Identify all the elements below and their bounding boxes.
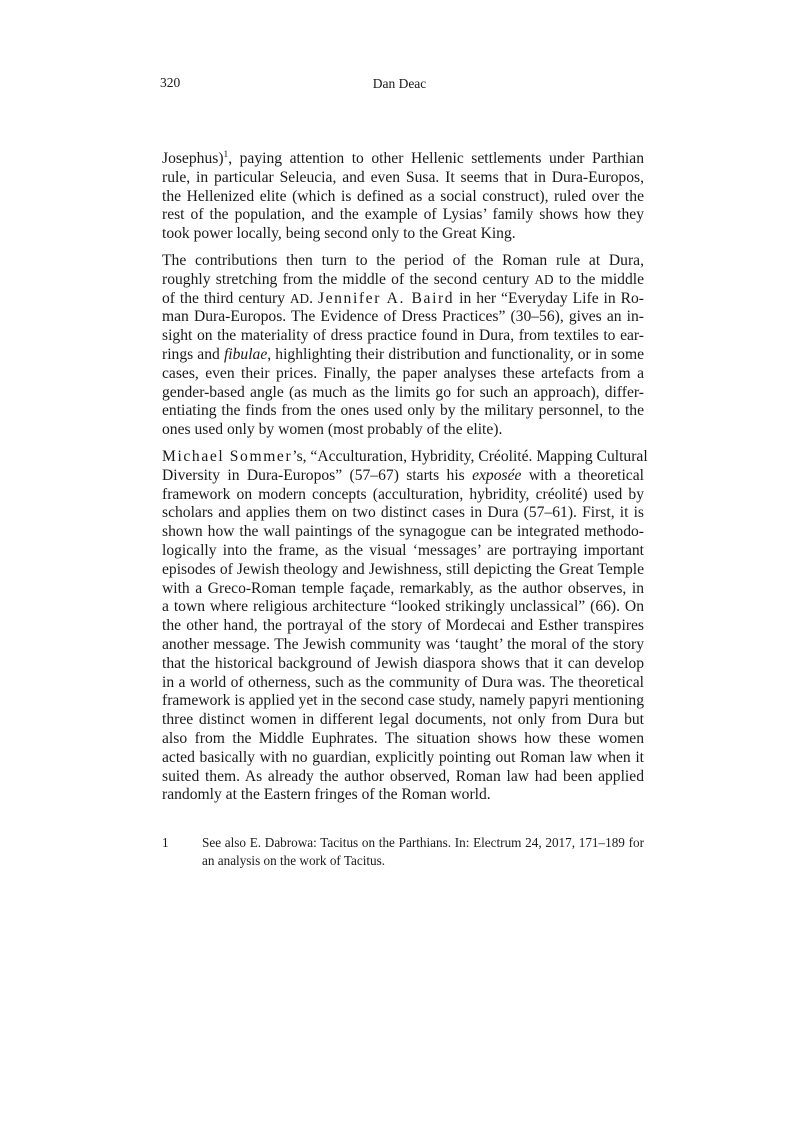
- text-run: rings and: [162, 345, 224, 363]
- text-line: [162, 308, 644, 327]
- text-line: [162, 749, 644, 768]
- text-line: [162, 692, 644, 711]
- text-run: , paying attention to other Hellenic settlements under Parthian: [228, 150, 644, 167]
- text-line: [162, 655, 644, 674]
- text-line: [162, 580, 644, 599]
- text-line: [162, 150, 644, 169]
- text-run: AD: [289, 290, 310, 306]
- text-line: [162, 730, 644, 749]
- paragraph: [162, 447, 648, 805]
- text-run: gender-based angle (as much as the limits go for such an approach), differ-: [162, 383, 644, 401]
- text-line: [162, 188, 644, 207]
- text-line: [162, 598, 644, 617]
- page-number: 320: [160, 75, 181, 90]
- text-run: ’s, “Acculturation, Hybridity, Créolité. Mapping Cultural: [292, 447, 648, 465]
- footnote: [162, 834, 644, 870]
- text-run: in her “Everyday Life in Ro-: [454, 289, 644, 307]
- text-run: rule, in particular Seleucia, and even Susa. It seems that in Dura-Europos,: [162, 168, 644, 186]
- text-run: of the third century: [162, 289, 290, 307]
- footnote-line: an analysis on the work of Tacitus.: [202, 853, 386, 868]
- text-run: rest of the population, and the example of Lysias’ family shows how they: [162, 206, 644, 224]
- text-run: framework is applied yet in the second case study, namely papyri mentioning: [162, 692, 644, 710]
- text-line: [162, 290, 644, 309]
- footnote-number: 1: [162, 835, 169, 850]
- text-run: episodes of Jewish theology and Jewishness, still depicting the Great Temple: [162, 560, 644, 578]
- body-text: [162, 149, 648, 813]
- footnote-ref: 1: [223, 149, 229, 160]
- text-line: [162, 486, 644, 505]
- text-run: randomly at the Eastern fringes of the Roman world.: [162, 786, 491, 804]
- text-run: ones used only by women (most probably of the elite).: [162, 421, 503, 439]
- text-line: [162, 252, 644, 271]
- text-run: logically into the frame, as the visual ‘messages’ are portraying important: [162, 541, 644, 559]
- text-line: [162, 402, 644, 421]
- text-line: [162, 617, 644, 636]
- paragraph: [162, 252, 644, 440]
- text-run: shown how the wall paintings of the synagogue can be integrated methodo-: [162, 523, 644, 541]
- running-head: Dan Deac: [372, 76, 427, 91]
- text-line: [162, 206, 644, 225]
- text-run: sight on the materiality of dress practice found in Dura, from textiles to ear-: [162, 327, 644, 345]
- text-run: framework on modern concepts (acculturation, hybridity, créolité) used by: [162, 485, 644, 503]
- text-line: [162, 636, 644, 655]
- text-line: [162, 542, 644, 561]
- text-line: [162, 169, 644, 188]
- text-run: Michael Sommer: [162, 447, 293, 465]
- text-run: to the middle: [553, 270, 644, 288]
- text-run: suited them. As already the author observed, Roman law had been applied: [162, 767, 644, 785]
- text-run: scholars and applies them on two distinct cases in Dura (57–61). First, it is: [162, 504, 644, 522]
- text-run: Diversity in Dura-Europos” (57–67) starts his: [162, 466, 473, 484]
- text-run: entiating the finds from the ones used only by the military personnel, to the: [162, 402, 644, 420]
- text-line: [162, 421, 644, 440]
- text-line: [162, 504, 644, 523]
- text-run: roughly stretching from the middle of the second century: [162, 270, 535, 288]
- text-run: exposée: [472, 466, 522, 484]
- text-line: [162, 365, 644, 384]
- text-run: with a Greco-Roman temple façade, remarkably, as the author observes, in: [162, 579, 644, 597]
- text-run: three distinct women in different legal documents, not only from Dura but: [162, 711, 644, 729]
- text-run: the Hellenized elite (which is defined as a social construct), ruled over the: [162, 187, 644, 205]
- text-line: [162, 523, 644, 542]
- paragraph: [162, 150, 644, 244]
- text-run: cases, even their prices. Finally, the paper analyses these artefacts from a: [162, 364, 644, 382]
- text-line: [162, 225, 644, 244]
- text-run: the other hand, the portrayal of the story of Mordecai and Esther transpires: [162, 617, 644, 635]
- text-line: [162, 346, 644, 365]
- text-run: man Dura-Europos. The Evidence of Dress Practices” (30–56), gives an in-: [162, 308, 644, 326]
- text-run: Josephus): [162, 150, 224, 167]
- text-run: also from the Middle Euphrates. The situation shows how these women: [162, 729, 644, 747]
- text-run: , highlighting their distribution and functionality, or in some: [267, 345, 644, 363]
- text-line: [162, 561, 644, 580]
- text-run: AD: [534, 271, 554, 287]
- text-line: [162, 786, 644, 805]
- text-run: with a theoretical: [521, 466, 644, 484]
- text-line: [162, 327, 644, 346]
- text-line: [162, 447, 648, 467]
- text-line: [162, 711, 644, 730]
- text-run: fibulae: [223, 345, 268, 363]
- text-run: The contributions then turn to the period of the Roman rule at Dura,: [162, 251, 644, 269]
- text-run: acted basically with no guardian, explicitly pointing out Roman law when it: [162, 748, 644, 766]
- text-run: Jennifer A. Baird: [317, 289, 455, 307]
- text-run: another message. The Jewish community was ‘taught’ the moral of the story: [162, 635, 644, 653]
- text-run: a town where religious architecture “looked strikingly unclassical” (66). On: [162, 598, 644, 616]
- text-run: took power locally, being second only to the Great King.: [162, 225, 516, 243]
- footnote-line: See also E. Dabrowa: Tacitus on the Parthians. In: Electrum 24, 2017, 171–189 for: [202, 835, 644, 850]
- text-line: [162, 768, 644, 787]
- text-line: [162, 271, 644, 290]
- text-run: .: [309, 289, 318, 307]
- text-line: [162, 674, 644, 693]
- text-line: [162, 384, 644, 403]
- text-line: [162, 467, 644, 486]
- text-run: in a world of otherness, such as the community of Dura was. The theoretical: [162, 673, 644, 691]
- text-run: that the historical background of Jewish diaspora shows that it can develop: [162, 654, 644, 672]
